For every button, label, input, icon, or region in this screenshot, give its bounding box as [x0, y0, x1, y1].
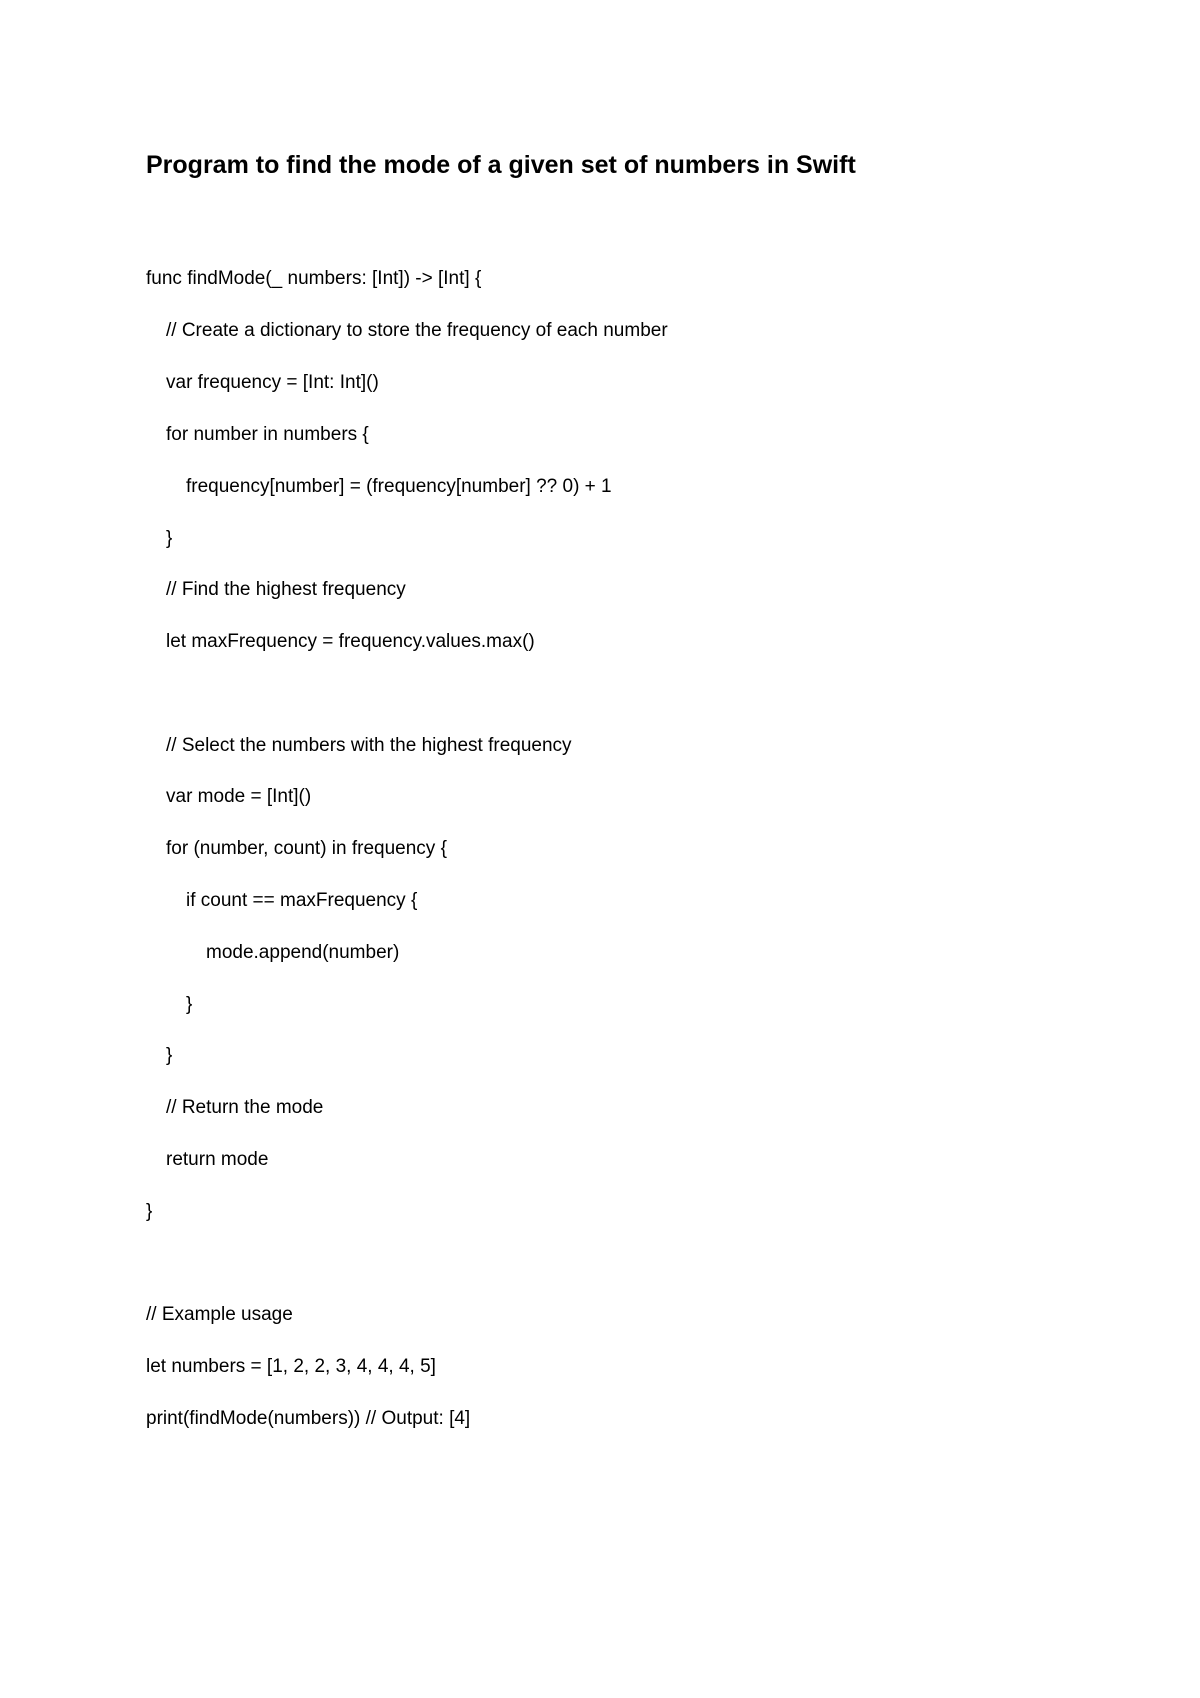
- code-line: }: [166, 528, 173, 549]
- code-line: // Create a dictionary to store the frequency of each number: [166, 320, 668, 341]
- code-line: var mode = [Int](): [166, 786, 312, 807]
- code-line: return mode: [166, 1149, 269, 1170]
- document-title: Program to find the mode of a given set of numbers in Swift: [146, 151, 856, 179]
- code-line: // Find the highest frequency: [166, 579, 406, 600]
- code-line: // Example usage: [146, 1304, 293, 1325]
- code-line: }: [146, 1201, 153, 1222]
- code-line: }: [166, 1045, 173, 1066]
- code-line: for (number, count) in frequency {: [166, 838, 447, 859]
- code-line: // Return the mode: [166, 1097, 324, 1118]
- code-line: // Select the numbers with the highest frequency: [166, 735, 572, 756]
- code-line: let numbers = [1, 2, 2, 3, 4, 4, 4, 5]: [146, 1356, 436, 1377]
- code-line: print(findMode(numbers)) // Output: [4]: [146, 1408, 471, 1429]
- code-line: let maxFrequency = frequency.values.max(): [166, 631, 535, 652]
- code-line: for number in numbers {: [166, 424, 369, 445]
- code-line: }: [186, 994, 193, 1015]
- code-line: if count == maxFrequency {: [186, 890, 418, 911]
- code-line: frequency[number] = (frequency[number] ?? 0) + 1: [186, 476, 612, 497]
- code-line: var frequency = [Int: Int](): [166, 372, 379, 393]
- code-line: func findMode(_ numbers: [Int]) -> [Int] {: [146, 268, 482, 289]
- code-line: mode.append(number): [206, 942, 400, 963]
